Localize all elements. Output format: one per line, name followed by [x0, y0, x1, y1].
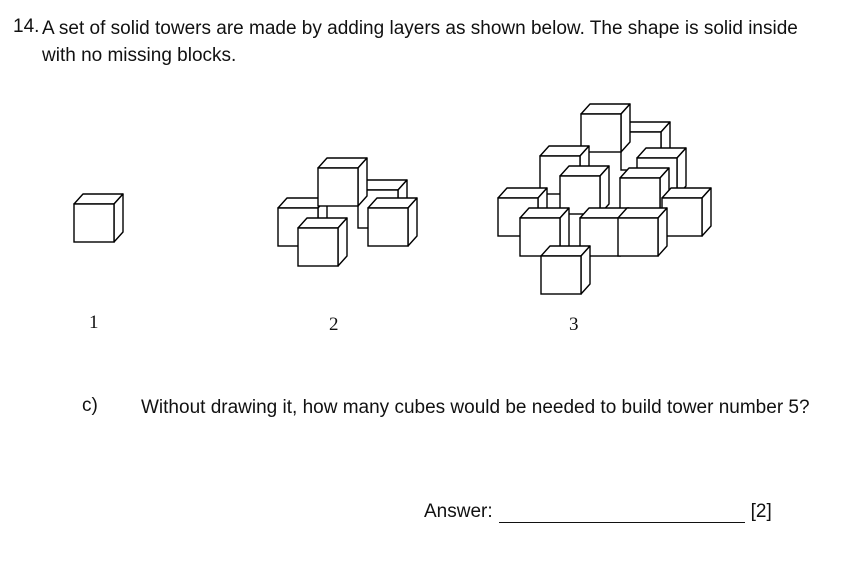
- tower-2-label: 2: [329, 314, 339, 335]
- tower-1: [74, 194, 123, 242]
- answer-field[interactable]: [499, 502, 745, 523]
- part-c-question: Without drawing it, how many cubes would be needed to build tower number 5?: [141, 397, 810, 418]
- tower-3: [498, 104, 711, 294]
- tower-3-label: 3: [569, 314, 579, 335]
- part-c-letter: c): [82, 395, 98, 416]
- tower-1-label: 1: [89, 312, 99, 333]
- marks-label: [2]: [750, 501, 772, 522]
- answer-row: [424, 501, 772, 523]
- tower-2: [278, 158, 417, 266]
- question-text: A set of solid towers are made by adding layers as shown below. The shape is solid inside with no missing blocks.: [42, 18, 798, 66]
- question-number: 14.: [13, 16, 40, 37]
- answer-label: Answer:: [424, 501, 493, 522]
